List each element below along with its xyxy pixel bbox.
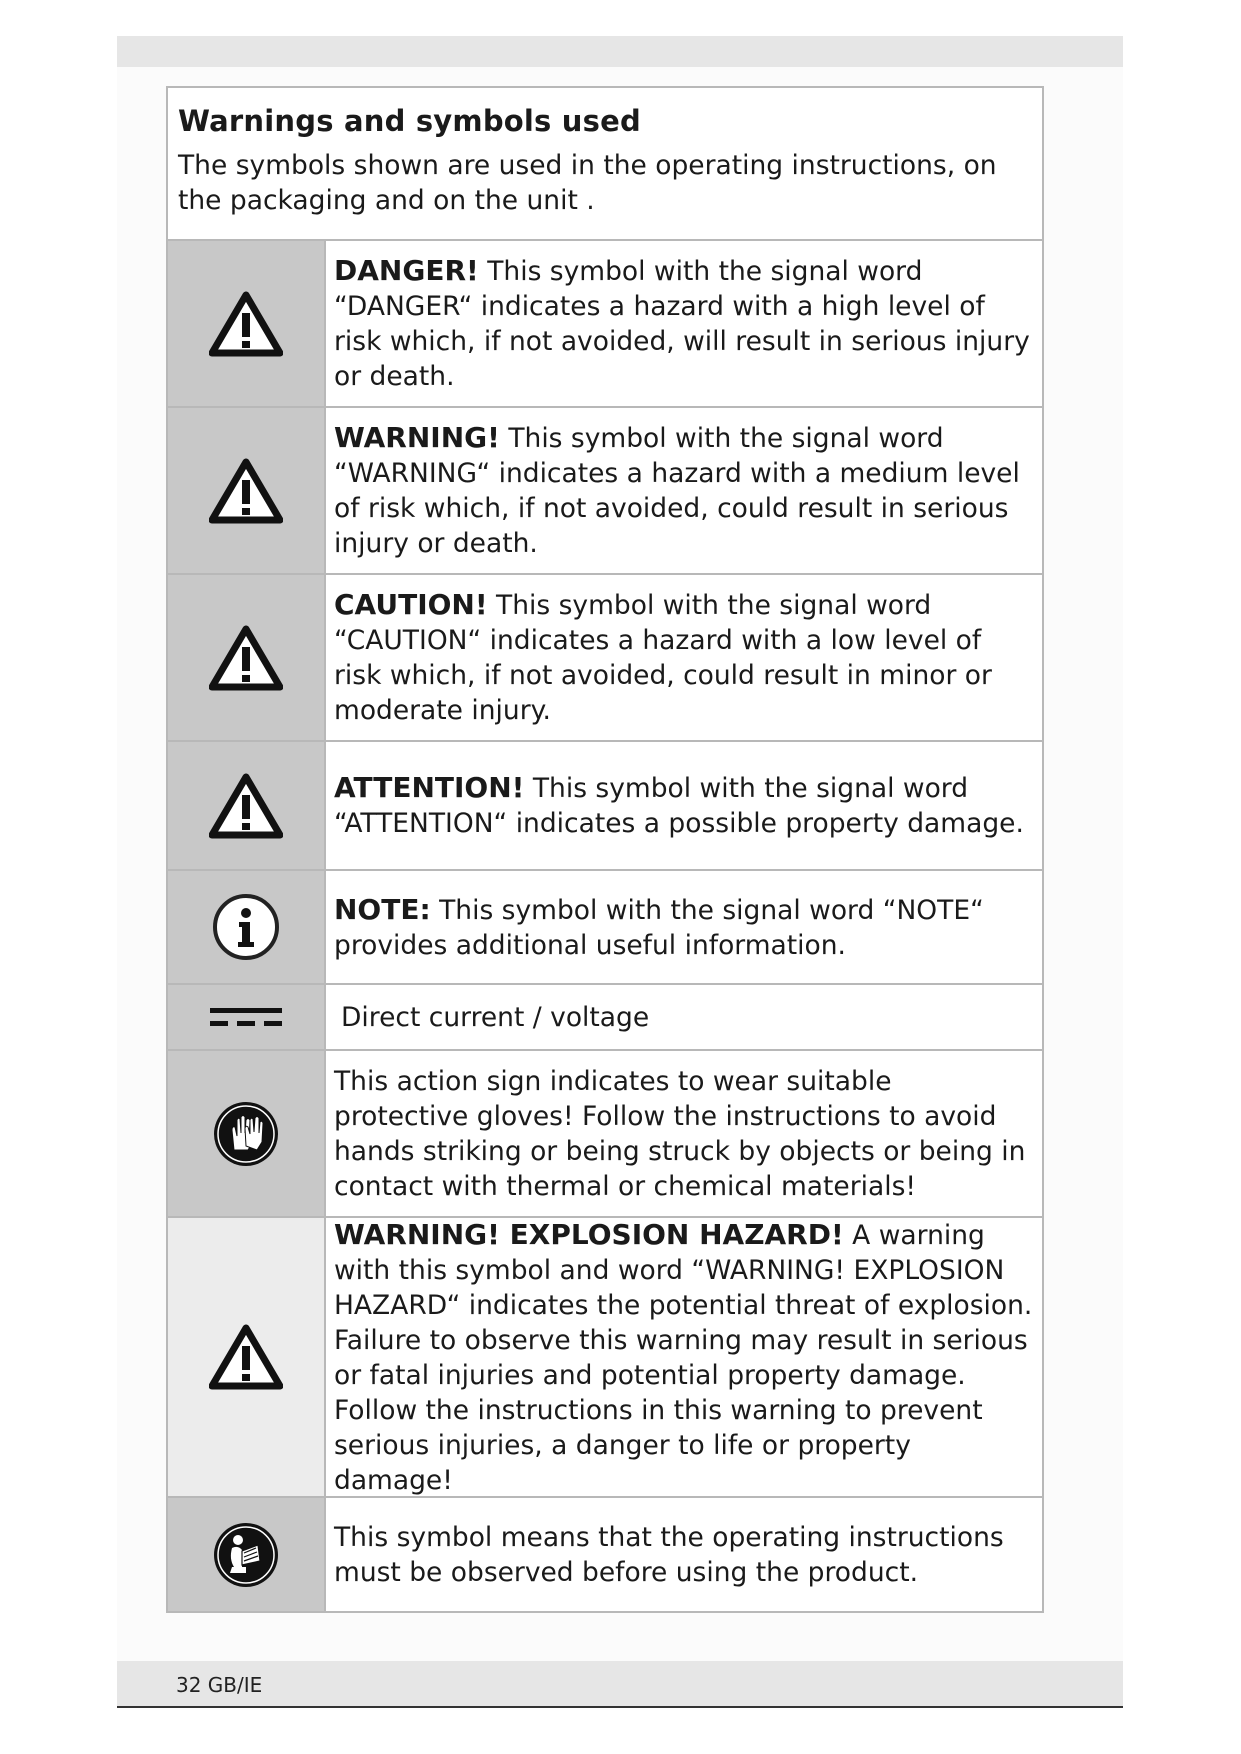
- signal-word: DANGER!: [334, 254, 479, 287]
- symbol-description: This symbol means that the operating instructions must be observed before using the product.: [334, 1521, 1004, 1588]
- symbol-cell: [168, 1051, 326, 1216]
- symbol-description: This symbol with the signal word “DANGER“ indicates a hazard with a high level of risk which, if not avoided, will result in serious injury or death.: [334, 256, 1030, 392]
- section-title: Warnings and symbols used: [178, 104, 641, 138]
- description-cell: [326, 575, 1042, 740]
- read-manual-icon: [212, 1521, 280, 1589]
- signal-word: CAUTION!: [334, 588, 488, 621]
- description-cell: [326, 1498, 1042, 1611]
- signal-word: WARNING!: [334, 421, 500, 454]
- direct-current-icon: [208, 1003, 284, 1031]
- symbol-description: This symbol with the signal word “ATTENTION“ indicates a possible property damage.: [334, 773, 1024, 839]
- symbol-cell: [168, 985, 326, 1049]
- description-cell: [326, 985, 1042, 1049]
- symbol-description: This symbol with the signal word “CAUTION“ indicates a hazard with a low level of risk which, if not avoided, could result in minor or moderate injury.: [334, 590, 992, 726]
- gloves-icon: [212, 1100, 280, 1168]
- table-row: [168, 241, 1042, 408]
- description-cell: [326, 742, 1042, 869]
- symbol-description: A warning with this symbol and word “WARNING! EXPLOSION HAZARD“ indicates the potential threat of explosion. Failure to observe this warning may result in serious or fatal injuries and potential property damage. Follow the instructions in this warning to prevent serious injuries, a danger to life or property damage!: [334, 1219, 1033, 1496]
- table-row: [168, 575, 1042, 742]
- symbol-cell: [168, 1498, 326, 1611]
- symbol-cell: [168, 1218, 326, 1496]
- symbol-description: This symbol with the signal word “WARNING“ indicates a hazard with a medium level of risk which, if not avoided, could result in serious injury or death.: [334, 423, 1020, 559]
- symbol-cell: [168, 871, 326, 983]
- warning-triangle-icon: [209, 773, 283, 839]
- warning-triangle-icon: [209, 625, 283, 691]
- table-row: [168, 985, 1042, 1051]
- signal-word: ATTENTION!: [334, 771, 525, 804]
- warning-triangle-icon: [209, 1324, 283, 1390]
- symbol-cell: [168, 408, 326, 573]
- footer-band: [117, 1661, 1123, 1708]
- info-icon: [211, 892, 281, 962]
- table-row: [168, 1498, 1042, 1611]
- page-number: 32 GB/IE: [176, 1673, 263, 1697]
- description-cell: [326, 871, 1042, 983]
- table-row: [168, 408, 1042, 575]
- signal-word: NOTE:: [334, 892, 431, 926]
- table-row: [168, 1218, 1042, 1498]
- table-row: [168, 871, 1042, 985]
- warning-triangle-icon: [209, 458, 283, 524]
- description-cell: [326, 241, 1042, 406]
- table-row: [168, 742, 1042, 871]
- description-cell: [326, 1218, 1042, 1496]
- symbol-description: Direct current / voltage: [341, 1001, 650, 1033]
- section-description: The symbols shown are used in the operating instructions, on the packaging and on the unit .: [178, 150, 997, 216]
- warning-triangle-icon: [209, 291, 283, 357]
- symbols-table: [166, 86, 1044, 1613]
- description-cell: [326, 408, 1042, 573]
- table-row: [168, 1051, 1042, 1218]
- top-band: [117, 36, 1123, 67]
- description-cell: [326, 1051, 1042, 1216]
- symbol-cell: [168, 742, 326, 869]
- symbol-description: This symbol with the signal word “NOTE“ provides additional useful information.: [334, 894, 984, 961]
- signal-word: WARNING! EXPLOSION HAZARD!: [334, 1217, 844, 1251]
- symbol-cell: [168, 575, 326, 740]
- table-header: [168, 88, 1042, 241]
- symbol-cell: [168, 241, 326, 406]
- symbol-description: This action sign indicates to wear suitable protective gloves! Follow the instructions to avoid hands striking or being struck by objects or being in contact with thermal or chemical materials!: [334, 1065, 1026, 1202]
